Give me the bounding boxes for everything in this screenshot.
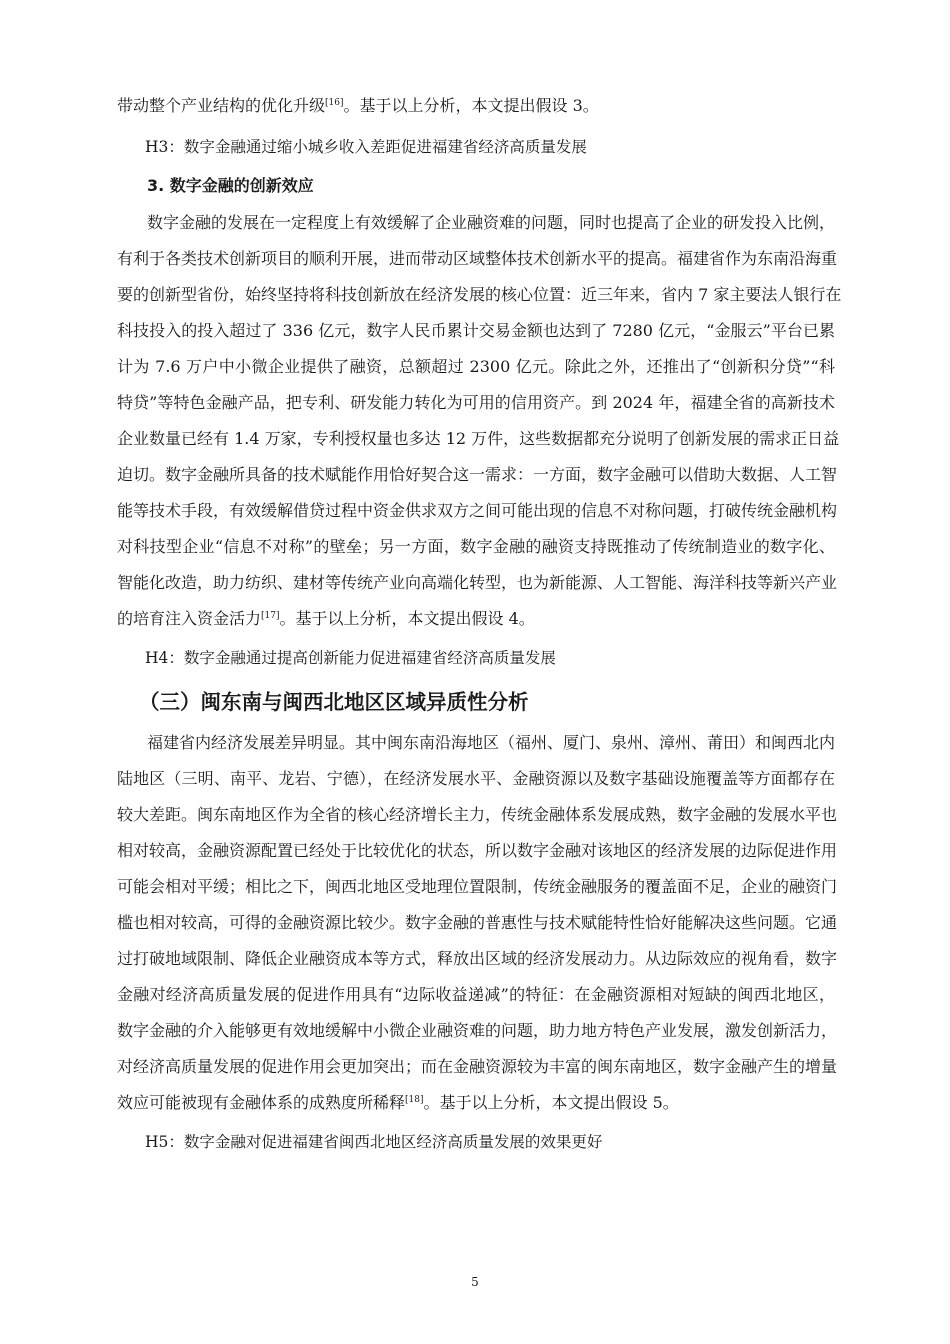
paragraph-line: 能等技术手段，有效缓解借贷过程中资金供求双方之间可能出现的信息不对称问题，打破传统金融机构 bbox=[117, 501, 838, 520]
paragraph-line bbox=[117, 96, 835, 116]
paragraph-line bbox=[117, 609, 835, 629]
paragraph-line: 对经济高质量发展的促进作用会更加突出；而在金融资源较为丰富的闽东南地区，数字金融产生的增量 bbox=[117, 1057, 838, 1076]
text-run: 效应可能被现有金融体系的成熟度所稀释 bbox=[117, 1093, 406, 1112]
text-run: 。基于以上分析，本文提出假设 4。 bbox=[279, 609, 535, 628]
hypothesis-h4: H4：数字金融通过提高创新能力促进福建省经济高质量发展 bbox=[145, 649, 556, 667]
paragraph-line: 智能化改造，助力纺织、建材等传统产业向高端化转型，也为新能源、人工智能、海洋科技等新兴产业 bbox=[117, 573, 838, 592]
paragraph-line: 较大差距。闽东南地区作为全省的核心经济增长主力，传统金融体系发展成熟，数字金融的发展水平也 bbox=[117, 805, 838, 824]
paragraph-line: 槛也相对较高，可得的金融资源比较少。数字金融的普惠性与技术赋能特性恰好能解决这些问题。它通 bbox=[117, 913, 838, 932]
citation: [17] bbox=[261, 611, 280, 621]
paragraph-line: 可能会相对平缓；相比之下，闽西北地区受地理位置限制，传统金融服务的覆盖面不足，企业的融资门 bbox=[117, 877, 838, 896]
paragraph-line: 要的创新型省份，始终坚持将科技创新放在经济发展的核心位置：近三年来，省内 7 家主要法人银行在 bbox=[117, 285, 842, 304]
paragraph-line: 数字金融的介入能够更有效地缓解中小微企业融资难的问题，助力地方特色产业发展，激发创新活力， bbox=[117, 1021, 838, 1040]
paragraph-line: 特贷”等特色金融产品，把专利、研发能力转化为可用的信用资产。到 2024 年，福建全省的高新技术 bbox=[117, 393, 835, 412]
paragraph-line: 有利于各类技术创新项目的顺利开展，进而带动区域整体技术创新水平的提高。福建省作为东南沿海重 bbox=[117, 249, 838, 268]
text-run: 的培育注入资金活力 bbox=[117, 609, 262, 628]
subsection-heading: 3. 数字金融的创新效应 bbox=[147, 176, 314, 195]
paragraph-line: 计为 7.6 万户中小微企业提供了融资，总额超过 2300 亿元。除此之外，还推出了“创新积分贷”“科 bbox=[117, 357, 835, 376]
paragraph-line: 相对较高，金融资源配置已经处于比较优化的状态，所以数字金融对该地区的经济发展的边际促进作用 bbox=[117, 841, 838, 860]
citation: [18] bbox=[405, 1095, 424, 1105]
paragraph-line: 迫切。数字金融所具备的技术赋能作用恰好契合这一需求：一方面，数字金融可以借助大数据、人工智 bbox=[117, 465, 838, 484]
hypothesis-h5: H5：数字金融对促进福建省闽西北地区经济高质量发展的效果更好 bbox=[145, 1133, 603, 1151]
page-number: 5 bbox=[471, 1275, 479, 1289]
paragraph-line: 对科技型企业“信息不对称”的壁垒；另一方面，数字金融的融资支持既推动了传统制造业的数字化、 bbox=[117, 537, 835, 556]
text-run: 。基于以上分析，本文提出假设 3。 bbox=[343, 96, 599, 115]
paragraph-line: 科技投入的投入超过了 336 亿元，数字人民币累计交易金额也达到了 7280 亿元，“金服云”平台已累 bbox=[117, 321, 835, 340]
section-heading: （三）闽东南与闽西北地区区域异质性分析 bbox=[139, 690, 529, 714]
paragraph-line: 陆地区（三明、南平、龙岩、宁德），在经济发展水平、金融资源以及数字基础设施覆盖等方面都存在 bbox=[117, 769, 835, 788]
paragraph-line: 金融对经济高质量发展的促进作用具有“边际收益递减”的特征：在金融资源相对短缺的闽西北地区， bbox=[117, 985, 835, 1004]
paragraph-line: 福建省内经济发展差异明显。其中闽东南沿海地区（福州、厦门、泉州、漳州、莆田）和闽西北内 bbox=[147, 733, 836, 752]
text-run: 。基于以上分析，本文提出假设 5。 bbox=[423, 1093, 679, 1112]
paragraph-line bbox=[117, 1093, 835, 1113]
text-run: 带动整个产业结构的优化升级 bbox=[117, 96, 326, 115]
paragraph-line: 过打破地域限制、降低企业融资成本等方式，释放出区域的经济发展动力。从边际效应的视角看，数字 bbox=[117, 949, 838, 968]
paragraph-line: 企业数量已经有 1.4 万家，专利授权量也多达 12 万件，这些数据都充分说明了创新发展的需求正日益 bbox=[117, 429, 840, 448]
citation: [16] bbox=[325, 98, 344, 108]
hypothesis-h3: H3：数字金融通过缩小城乡收入差距促进福建省经济高质量发展 bbox=[145, 138, 587, 156]
paragraph-line: 数字金融的发展在一定程度上有效缓解了企业融资难的问题，同时也提高了企业的研发投入比例， bbox=[147, 213, 836, 232]
